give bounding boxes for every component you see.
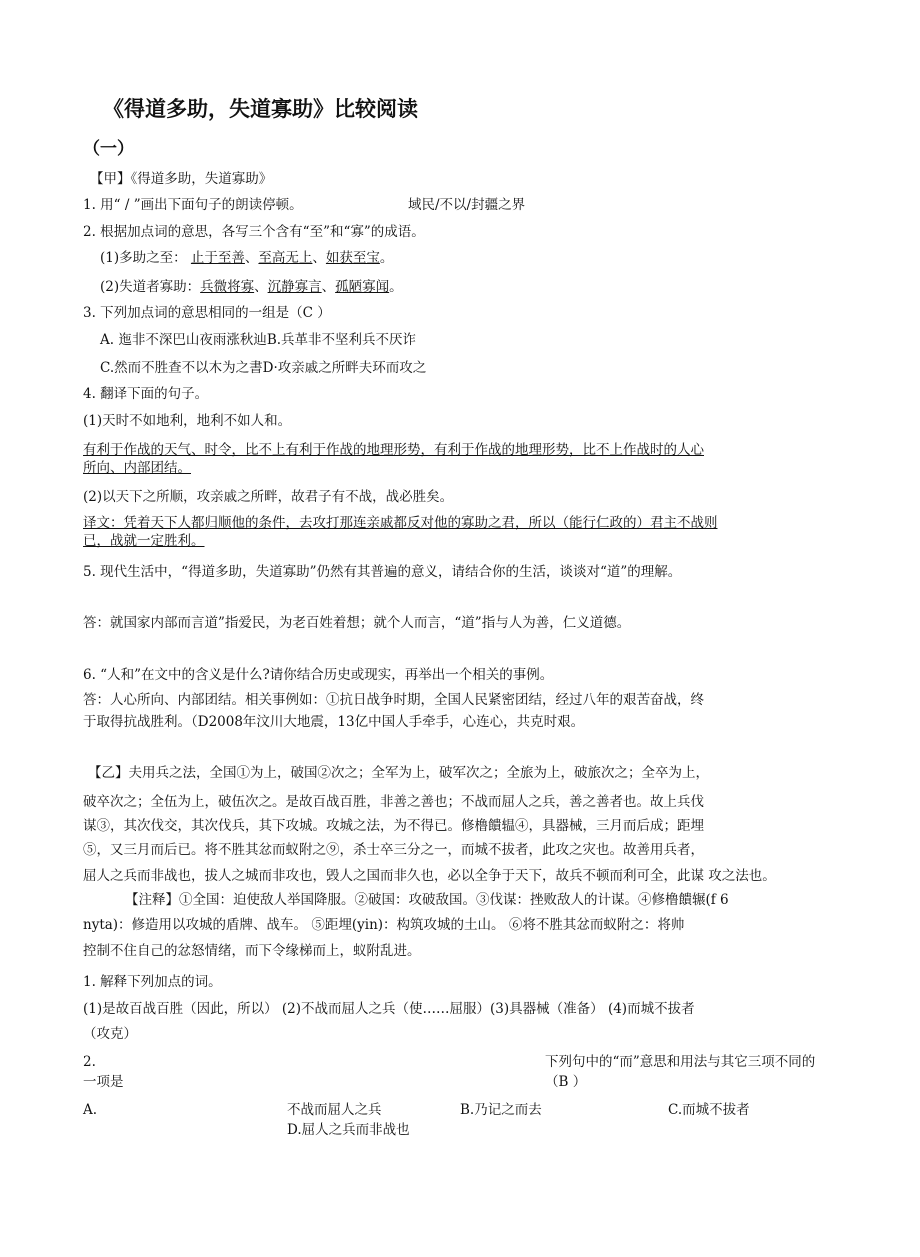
yi-question-2-number: 2. (83, 1054, 96, 1070)
yi-question-2-text: 下列句中的“而”意思和用法与其它三项不同的 (545, 1054, 816, 1070)
option-a-label: A. (83, 1102, 98, 1118)
label: (1)多助之至： (100, 250, 187, 266)
label: (2)失道者寡助： (100, 279, 201, 295)
yi-question-1-answer: (1)是故百战百胜（因此，所以） (2)不战而屈人之兵（使……屈服）(3)具器械（准备） (4)而城不拔者 (83, 1001, 695, 1017)
answer: 孤陋寡闻 (335, 279, 390, 295)
yi-passage-line: 屈人之兵而非战也，拔人之城而非攻也，毁人之国而非久也，必以全争于天下，故兵不顿而利可全，此谋 攻之法也。 (83, 868, 776, 884)
page-title: 《得道多助，失道寡助》比较阅读 (103, 97, 418, 121)
question-4-2-answer-cont: 已，战就一定胜利。 (83, 533, 205, 549)
question-4-1-answer: 有利于作战的天气、时令，比不上有利于作战的地理形势，有利于作战的地理形势，比不上作战时的人心 (83, 442, 704, 458)
question-3-options-ab: A. 迤非不深巴山夜雨涨秋辿B.兵革非不坚利兵不厌诈 (100, 332, 417, 348)
question-4: 4. 翻译下面的句子。 (83, 386, 209, 402)
question-6: 6. “人和”在文中的含义是什么?请你结合历史或现实，再举出一个相关的事例。 (83, 667, 554, 683)
yi-passage-line: 谋③，其次伐交，其次伐兵，其下攻城。攻城之法，为不得已。修橹饋辒④，具器械，三月而后成；距埋 (83, 818, 704, 834)
option-c: C.而城不拔者 (668, 1102, 750, 1118)
answer: 至高无上 (258, 250, 313, 266)
question-4-1-answer-cont: 所向、内部团结。 (83, 460, 191, 476)
option-a: 不战而屈人之兵 (287, 1102, 382, 1118)
yi-question-2-text-cont: 一项是 (83, 1074, 124, 1090)
option-d: D.屈人之兵而非战也 (287, 1122, 410, 1138)
question-6-answer: 答：人心所向、内部团结。相关事例如：①抗日战争时期，全国人民紧密团结，经过八年的艰苦奋战，终 (83, 692, 704, 708)
yi-note-line: nyta)：修造用以攻城的盾牌、战车。 ⑤距埋(yin)：构筑攻城的土山。 ⑥将不胜其忿而蚁附之：将帅 (83, 917, 685, 933)
question-2-1: (1)多助之至： 止于至善、至高无上、如获至宝。 (100, 250, 394, 266)
question-2-2: (2)失道者寡助：兵微将寡、沉静寡言、孤陋寡闻。 (100, 279, 403, 295)
question-3-options-cd: C.然而不胜查不以木为之書D·攻亲戚之所畔夫环而攻之 (100, 360, 427, 376)
question-2: 2. 根据加点词的意思，各写三个含有“至”和“寡”的成语。 (83, 224, 425, 240)
yi-question-1: 1. 解释下列加点的词。 (83, 974, 222, 990)
question-1: 1. 用“ / ”画出下面句子的朗读停顿。 (83, 197, 303, 213)
yi-note-line: 控制不住自己的忿怒情绪，而下令缘梯而上，蚁附乱进。 (83, 943, 421, 959)
question-4-1: (1)天时不如地利，地利不如人和。 (83, 413, 292, 429)
answer: 兵微将寡 (200, 279, 255, 295)
question-1-answer: 域民/不以/封疆之界 (408, 197, 526, 213)
section-heading: （一） (83, 139, 134, 159)
answer: 如获至宝 (325, 250, 380, 266)
jia-heading: 【甲】《得道多助，失道寡助》 (90, 171, 273, 187)
yi-passage-line: 破卒次之；全伍为上，破伍次之。是故百战百胜，非善之善也；不战而屈人之兵，善之善者也。故上兵伐 (83, 794, 704, 810)
option-b: B.乃记之而去 (460, 1102, 542, 1118)
question-6-answer-cont: 于取得抗战胜利。（D2008年汶川大地震，13亿中国人手牵手，心连心，共克时艰。 (83, 714, 585, 730)
yi-note-line: 【注释】①全国：迫使敌人举国降服。②破国：攻破敌国。③伐谋：挫败敌人的计谋。④修橹饋辗(f 6 (125, 892, 729, 908)
question-4-2-answer: 译文：凭着天下人都归顺他的条件，去攻打那连亲戚都反对他的寡助之君，所以（能行仁政的）君主不战则 (83, 515, 718, 531)
question-3: 3. 下列加点词的意思相同的一组是（C ） (83, 305, 331, 321)
answer: 止于至善 (190, 250, 245, 266)
yi-passage-line: ⑤，又三月而后已。将不胜其忿而蚁附之⑨，杀士卒三分之一，而城不拔者，此攻之灾也。故善用兵者， (83, 842, 704, 858)
yi-passage-line: 【乙】夫用兵之法，全国①为上，破国②次之；全军为上，破军次之；全旅为上，破旅次之；全卒为上， (88, 765, 709, 781)
yi-question-1-answer-cont: （攻克） (83, 1026, 137, 1042)
question-5-answer: 答：就国家内部而言道”指爱民，为老百姓着想；就个人而言，“道”指与人为善，仁义道德。 (83, 615, 631, 631)
yi-question-2-answer: （B ） (545, 1074, 587, 1090)
question-4-2: (2)以天下之所顺，攻亲戚之所畔，故君子有不战，战必胜矣。 (83, 489, 454, 505)
answer: 沉静寡言 (267, 279, 322, 295)
question-5: 5. 现代生活中，“得道多助，失道寡助”仍然有其普遍的意义，请结合你的生活，谈谈对“道”的理解。 (83, 564, 682, 580)
